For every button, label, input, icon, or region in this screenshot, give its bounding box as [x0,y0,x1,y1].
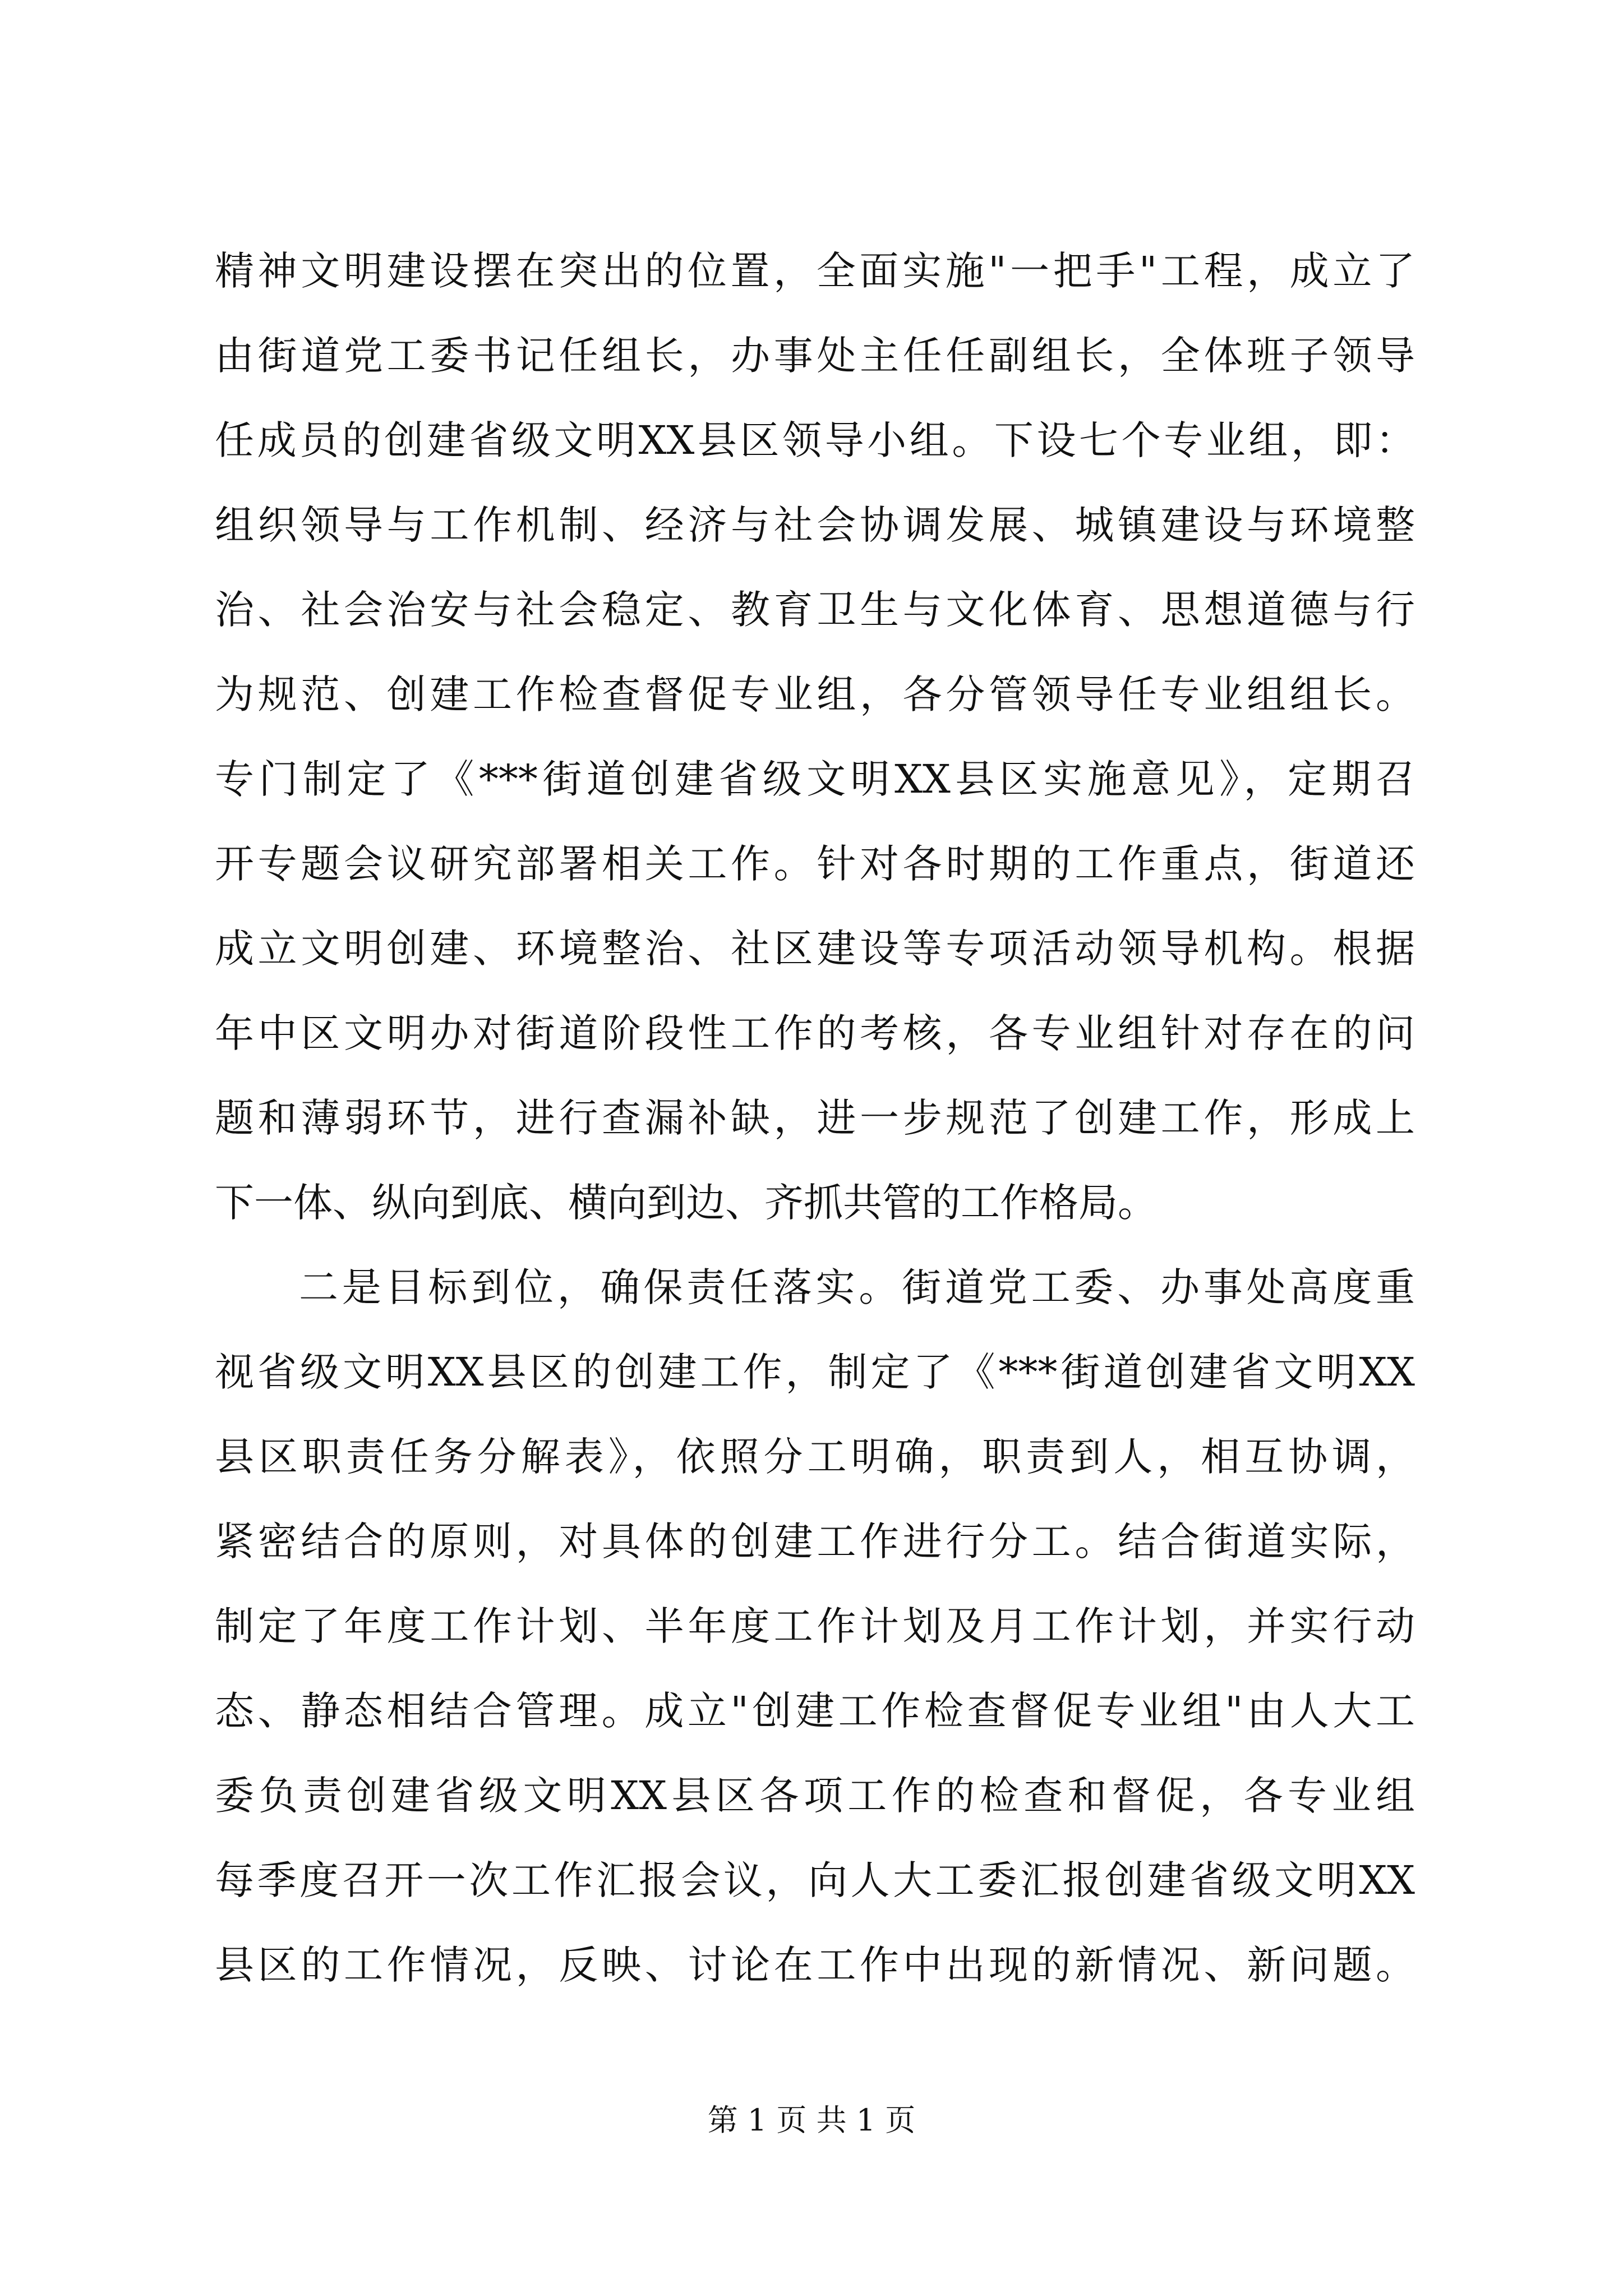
text-line: 委负责创建省级文明XX县区各项工作的检查和督促，各专业组 [215,1773,1415,1819]
text-line: 下一体、纵向到底、横向到边、齐抓共管的工作格局。 [215,1180,1157,1226]
text-line: 精神文明建设摆在突出的位置，全面实施"一把手"工程，成立了 [215,248,1415,294]
text-line: 紧密结合的原则，对具体的创建工作进行分工。结合街道实际， [215,1519,1415,1565]
page-number-footer: 第 1 页 共 1 页 [707,2102,916,2138]
text-line: 县区职责任务分解表》，依照分工明确，职责到人，相互协调， [215,1434,1415,1480]
text-line: 视省级文明XX县区的创建工作，制定了《***街道创建省文明XX [215,1349,1415,1395]
text-line: 二是目标到位，确保责任落实。街道党工委、办事处高度重 [299,1264,1415,1310]
text-line: 专门制定了《***街道创建省级文明XX县区实施意见》，定期召 [215,756,1415,802]
text-line: 县区的工作情况，反映、讨论在工作中出现的新情况、新问题。 [215,1942,1415,1988]
text-line: 治、社会治安与社会稳定、教育卫生与文化体育、思想道德与行 [215,587,1415,633]
text-line: 制定了年度工作计划、半年度工作计划及月工作计划，并实行动 [215,1603,1415,1649]
document-body [215,229,1415,2008]
text-line: 年中区文明办对街道阶段性工作的考核，各专业组针对存在的问 [215,1010,1415,1056]
text-line: 组织领导与工作机制、经济与社会协调发展、城镇建设与环境整 [215,502,1415,548]
text-line: 成立文明创建、环境整治、社区建设等专项活动领导机构。根据 [215,926,1415,972]
text-line: 态、静态相结合管理。成立"创建工作检查督促专业组"由人大工 [215,1688,1415,1734]
text-line: 题和薄弱环节，进行查漏补缺，进一步规范了创建工作，形成上 [215,1095,1415,1141]
text-line: 开专题会议研究部署相关工作。针对各时期的工作重点，街道还 [215,841,1415,887]
text-line: 由街道党工委书记任组长，办事处主任任副组长，全体班子领导 [215,333,1415,379]
text-line: 为规范、创建工作检查督促专业组，各分管领导任专业组组长。 [215,671,1415,717]
text-line: 每季度召开一次工作汇报会议，向人大工委汇报创建省级文明XX [215,1857,1415,1903]
text-line: 任成员的创建省级文明XX县区领导小组。下设七个专业组，即： [215,417,1415,463]
